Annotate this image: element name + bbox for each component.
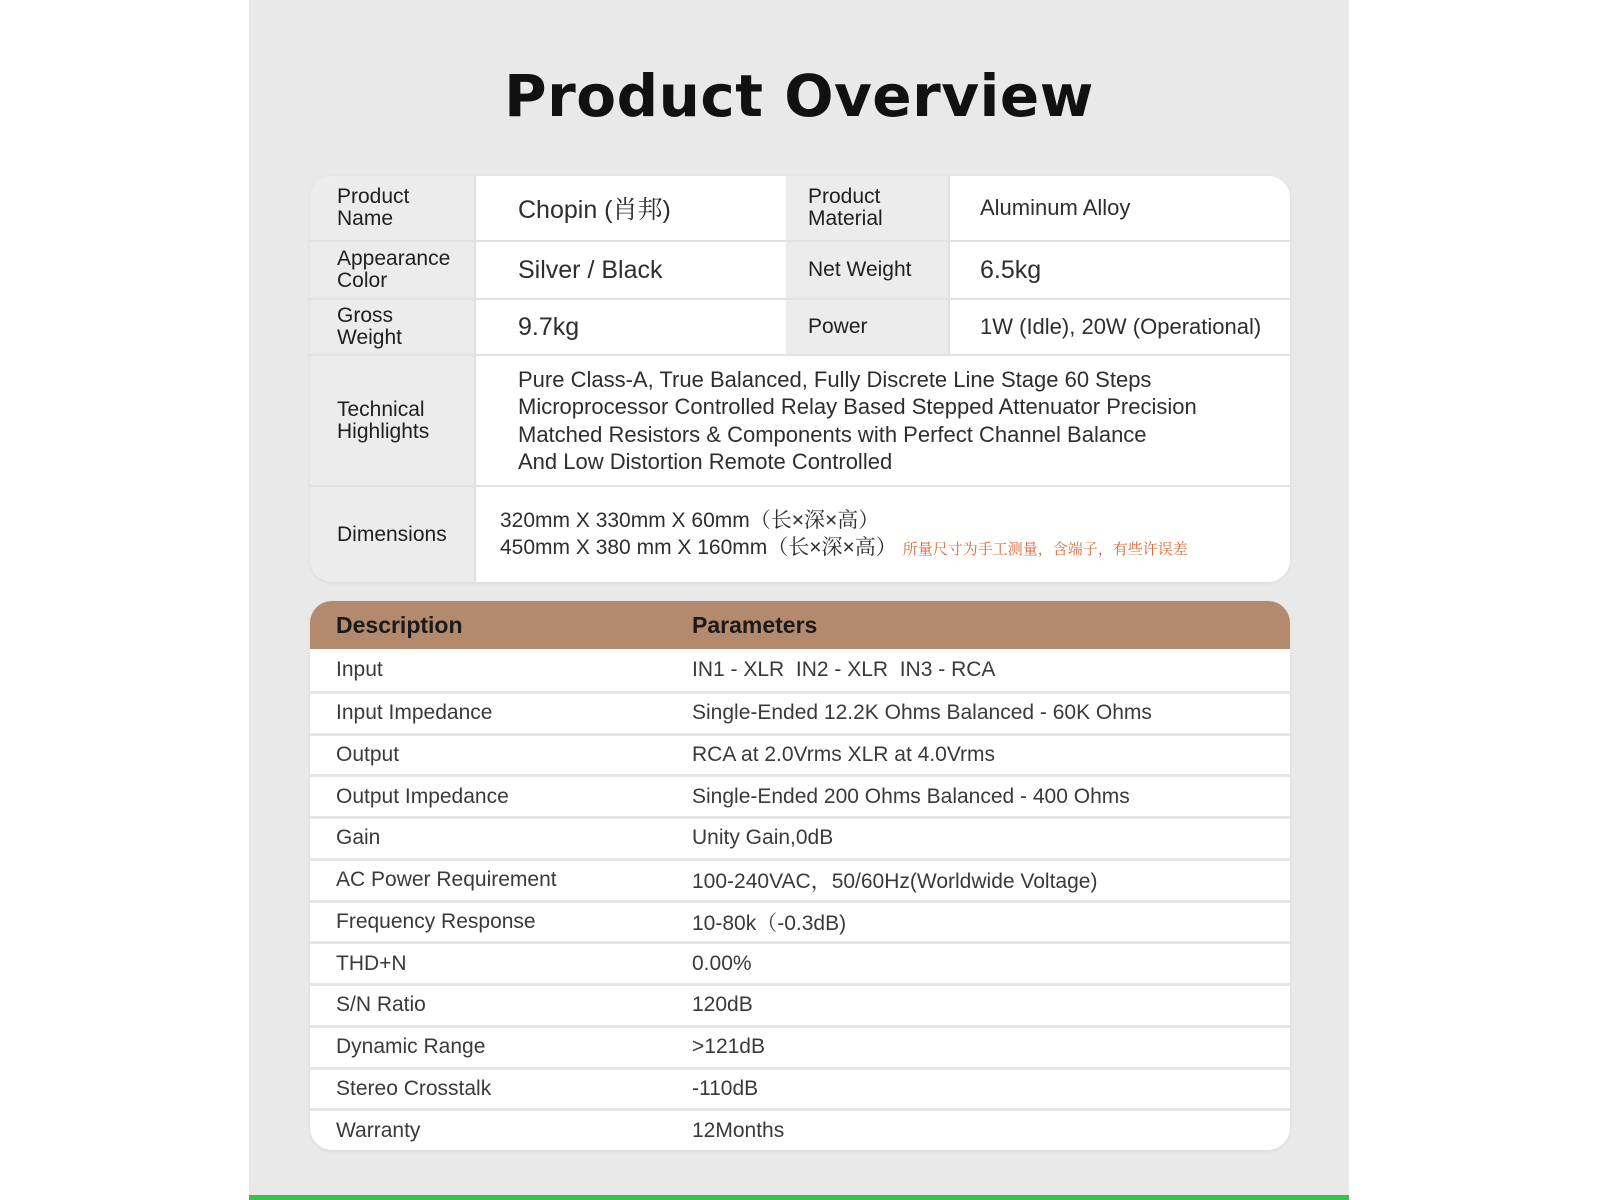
row-description: Gain [336, 826, 381, 850]
header-description: Description [336, 611, 463, 638]
table-row [310, 1025, 1290, 1067]
dimensions-net: 320mm X 330mm X 60mm（长×深×高） [500, 508, 880, 532]
net-weight-value: 6.5kg [948, 242, 1290, 298]
row-parameter: 100-240VAC，50/60Hz(Worldwide Voltage) [692, 870, 1098, 894]
overview-row-name-material [310, 176, 1290, 240]
row-description: Output [336, 742, 400, 766]
product-overview-table [310, 176, 1290, 582]
row-parameter: Single-Ended 12.2K Ohms Balanced - 60K Ohms [692, 701, 1152, 725]
dimensions-gross-line [500, 534, 1188, 563]
product-material-value: Aluminum Alloy [948, 176, 1290, 240]
appearance-color-value: Silver / Black [474, 242, 786, 298]
technical-highlights-label: Technical Highlights [310, 356, 474, 485]
row-parameter: 0.00% [692, 951, 752, 975]
row-parameter: -110dB [692, 1076, 759, 1100]
page-title: Product Overview [504, 62, 1094, 130]
row-parameter: RCA at 2.0Vrms XLR at 4.0Vrms [692, 742, 996, 766]
row-description: Dynamic Range [336, 1035, 486, 1059]
dimensions-note: 所量尺寸为手工测量，含端子，有些许误差 [902, 540, 1188, 558]
row-description: THD+N [336, 951, 407, 975]
product-name-value: Chopin (肖邦) [474, 176, 786, 240]
gross-weight-value: 9.7kg [474, 300, 786, 354]
appearance-color-label: Appearance Color [310, 242, 474, 298]
spec-table-header [310, 601, 1290, 649]
net-weight-label: Net Weight [786, 242, 948, 298]
spec-table-body [310, 649, 1290, 1150]
table-row [310, 1067, 1290, 1109]
spec-table [310, 601, 1290, 1150]
dimensions-value [474, 487, 1290, 582]
overview-row-gross-power [310, 298, 1290, 354]
table-row [310, 983, 1290, 1025]
table-row [310, 900, 1290, 942]
row-parameter: Single-Ended 200 Ohms Balanced - 400 Ohms [692, 784, 1130, 808]
row-parameter: 10-80k（-0.3dB) [692, 911, 847, 935]
table-row [310, 858, 1290, 900]
table-row [310, 691, 1290, 733]
row-description: Frequency Response [336, 909, 536, 933]
row-description: Input Impedance [336, 701, 493, 725]
header-parameters: Parameters [692, 611, 818, 638]
power-label: Power [786, 300, 948, 354]
product-name-label: Product Name [310, 176, 474, 240]
row-description: Warranty [336, 1118, 421, 1142]
row-description: Output Impedance [336, 784, 509, 808]
product-material-label: Product Material [786, 176, 948, 240]
row-description: AC Power Requirement [336, 868, 557, 892]
overview-row-color-weight [310, 240, 1290, 298]
row-parameter: >121dB [692, 1035, 765, 1059]
table-row [310, 816, 1290, 858]
table-row [310, 941, 1290, 983]
table-row [310, 774, 1290, 816]
table-row [310, 649, 1290, 691]
row-description: S/N Ratio [336, 993, 426, 1017]
row-parameter: IN1 - XLR IN2 - XLR IN3 - RCA [692, 657, 996, 681]
row-parameter: 120dB [692, 993, 753, 1017]
gross-weight-label: Gross Weight [310, 300, 474, 354]
dimensions-gross: 450mm X 380 mm X 160mm（长×深×高） [500, 535, 897, 559]
overview-row-dimensions [310, 485, 1290, 582]
table-row [310, 1108, 1290, 1150]
row-parameter: 12Months [692, 1118, 785, 1142]
dimensions-label: Dimensions [310, 487, 474, 582]
power-value: 1W (Idle), 20W (Operational) [948, 300, 1290, 354]
row-description: Stereo Crosstalk [336, 1076, 492, 1100]
technical-highlights-value [474, 356, 1290, 485]
overview-row-technical [310, 354, 1290, 485]
row-parameter: Unity Gain,0dB [692, 826, 834, 850]
technical-highlights-text: Pure Class-A, True Balanced, Fully Discrete Line Stage 60 Steps Microprocessor Controlled Relay Based Stepped Attenuator Precision Matched Resistors & Components with Perfect Channel Balance And Low Distortion Remote Controlled [518, 366, 1197, 474]
row-description: Input [336, 657, 383, 681]
table-row [310, 733, 1290, 775]
